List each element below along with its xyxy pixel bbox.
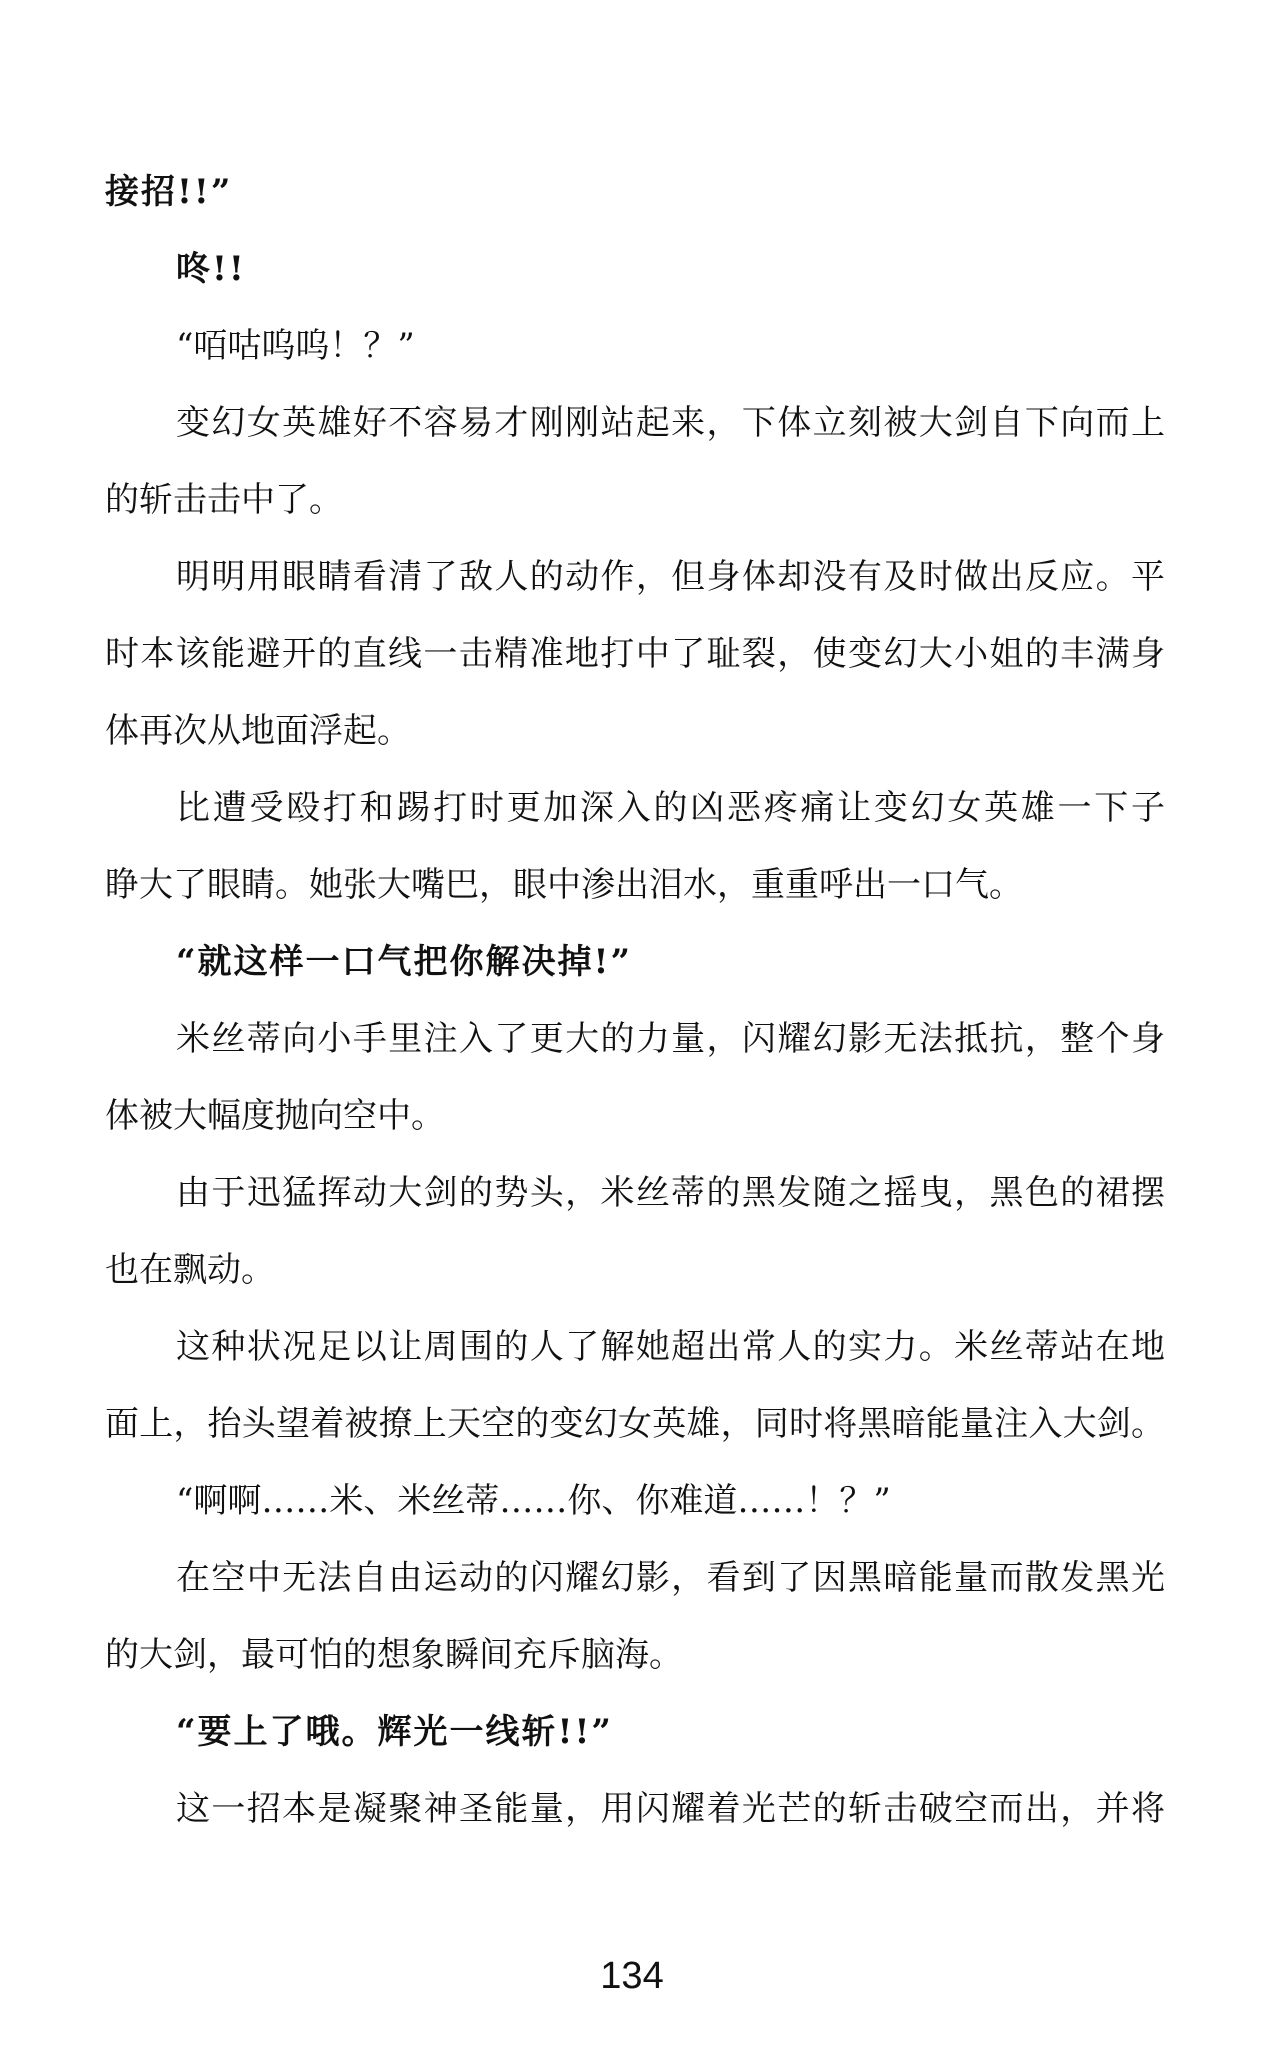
page-number: 134 <box>600 1955 664 1997</box>
text-line: 也在飘动。 <box>105 1250 275 1290</box>
text-line: 接招!!” <box>105 172 233 212</box>
text-line: 这种状况足以让周围的人了解她超出常人的实力。米丝蒂站在地 <box>176 1327 1165 1367</box>
text-line: 变幻女英雄好不容易才刚刚站起来，下体立刻被大剑自下向而上 <box>176 403 1165 443</box>
text-line: 由于迅猛挥动大剑的势头，米丝蒂的黑发随之摇曳，黑色的裙摆 <box>176 1173 1165 1213</box>
text-line: 时本该能避开的直线一击精准地打中了耻裂，使变幻大小姐的丰满身 <box>105 634 1165 674</box>
text-line: 明明用眼睛看清了敌人的动作，但身体却没有及时做出反应。平 <box>176 557 1165 597</box>
text-line: 睁大了眼睛。她张大嘴巴，眼中渗出泪水，重重呼出一口气。 <box>105 865 1023 905</box>
text-line: “咟咕呜呜！？” <box>176 326 415 366</box>
text-line: “啊啊……米、米丝蒂……你、你难道……！？” <box>176 1481 891 1521</box>
text-line: 比遭受殴打和踢打时更加深入的凶恶疼痛让变幻女英雄一下子 <box>176 788 1165 828</box>
text-line: “就这样一口气把你解决掉!” <box>176 942 633 982</box>
text-line: 的斩击击中了。 <box>105 480 343 520</box>
text-line: 米丝蒂向小手里注入了更大的力量，闪耀幻影无法抵抗，整个身 <box>176 1019 1165 1059</box>
text-line: 在空中无法自由运动的闪耀幻影，看到了因黑暗能量而散发黑光 <box>176 1558 1165 1598</box>
text-line: 咚!! <box>176 249 246 289</box>
text-line: 体被大幅度抛向空中。 <box>105 1096 445 1136</box>
text-line: 面上，抬头望着被撩上天空的变幻女英雄，同时将黑暗能量注入大剑。 <box>105 1404 1165 1444</box>
text-line: 的大剑，最可怕的想象瞬间充斥脑海。 <box>105 1635 683 1675</box>
text-line: 这一招本是凝聚神圣能量，用闪耀着光芒的斩击破空而出，并将 <box>176 1789 1165 1829</box>
text-line: 体再次从地面浮起。 <box>105 711 411 751</box>
text-line: “要上了哦。辉光一线斩!!” <box>176 1712 613 1752</box>
